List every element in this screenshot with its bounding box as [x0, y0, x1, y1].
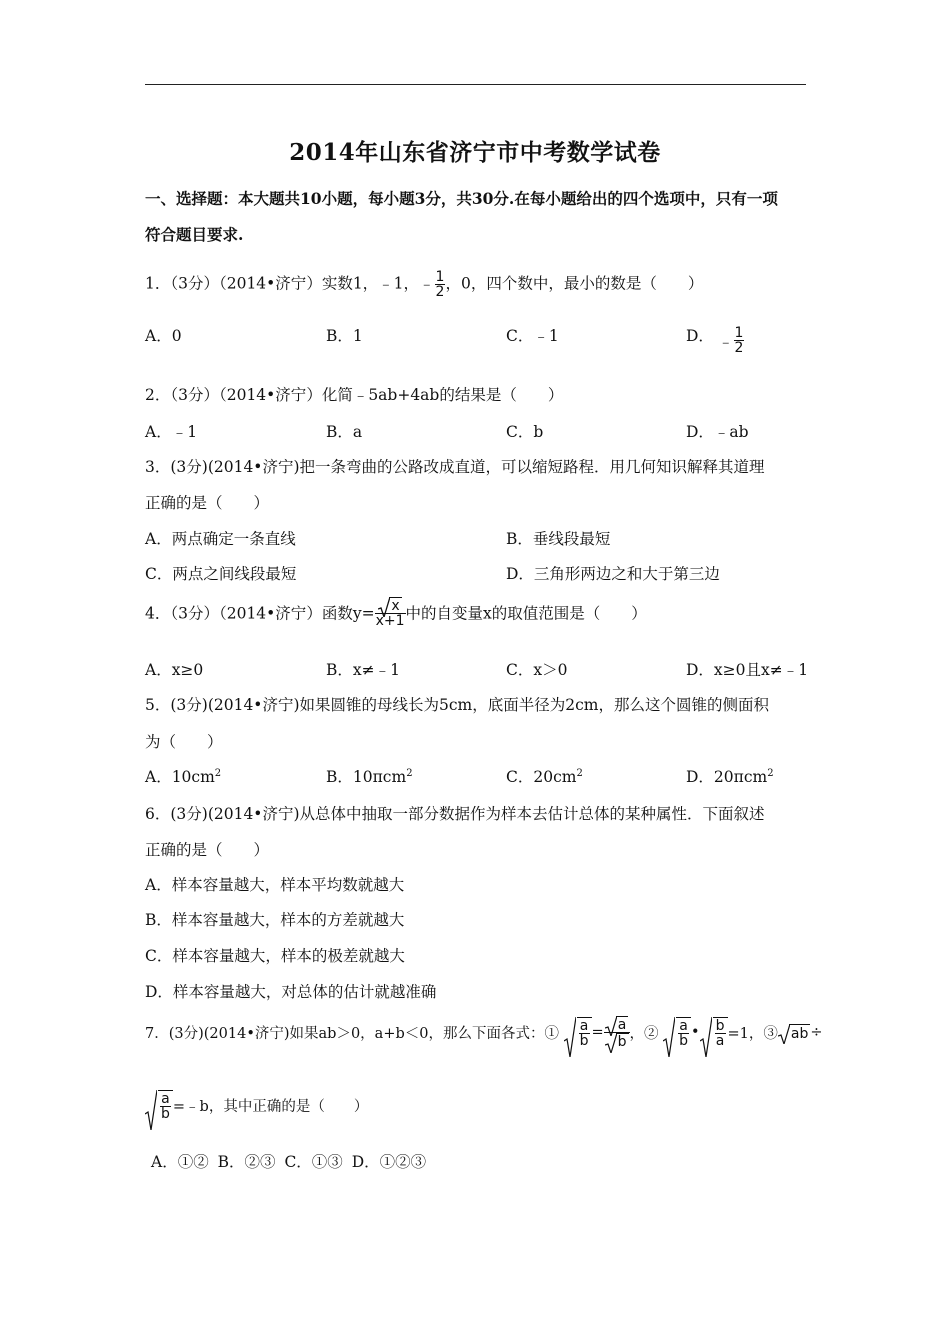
q4-fraction: [375, 597, 406, 628]
radical-icon: [378, 597, 390, 617]
q7-expr1-right: [604, 1016, 630, 1049]
q2-option-a: A．﹣1: [145, 423, 198, 441]
q5-b-text: B．10πcm: [326, 768, 407, 786]
question-3-stem-line-2: 正确的是（ ）: [145, 494, 270, 512]
section-heading: [145, 181, 810, 253]
q1-d-numerator: 1: [734, 325, 744, 341]
header-rule: [145, 84, 806, 85]
radical-icon: [778, 1024, 790, 1044]
q5-c-exponent: 2: [576, 767, 583, 779]
q4-radicand: x: [391, 598, 400, 614]
radical-icon: [700, 1017, 712, 1057]
question-5-stem-line-1: 5．(3分)(2014•济宁)如果圆锥的母线长为5cm，底面半径为2cm，那么这个圆锥的侧面积: [145, 696, 769, 714]
q1-d-denominator: 2: [734, 340, 744, 356]
q7-expr3-frac: [145, 1090, 173, 1121]
question-3-stem-line-1: 3．(3分)(2014•济宁)把一条弯曲的公路改成直道，可以缩短路程．用几何知识解释其道理: [145, 458, 765, 476]
q5-d-text: D．20πcm: [686, 768, 768, 786]
q2-option-c: C．b: [506, 423, 544, 441]
q6-option-a: A．样本容量越大，样本平均数就越大: [145, 876, 405, 894]
q1-option-d: [686, 324, 714, 346]
q7-num-a: a: [617, 1017, 627, 1033]
q7-dot: •: [691, 1024, 700, 1041]
q3-option-d: D．三角形两边之和大于第三边: [506, 565, 720, 583]
q3-option-a: A．两点确定一条直线: [145, 530, 296, 548]
q6-option-c: C．样本容量越大，样本的极差就越大: [145, 947, 405, 965]
radical-icon: [663, 1017, 675, 1057]
q4-stem-part-b: 中的自变量x的取值范围是（ ）: [405, 604, 647, 623]
q5-option-c: [506, 765, 583, 787]
q7-a: a: [579, 1018, 589, 1034]
q4-frac-denominator: x+1: [375, 613, 405, 629]
q1-option-c: C．﹣1: [506, 327, 559, 345]
question-2-stem: 2．（3分）（2014•济宁）化简﹣5ab+4ab的结果是（ ）: [145, 386, 564, 404]
q4-option-c: C．x＞0: [506, 661, 568, 679]
q7-divide: ÷: [810, 1024, 823, 1041]
q7-2-a: a: [679, 1018, 688, 1034]
q3-option-c: C．两点之间线段最短: [145, 565, 297, 583]
question-4-stem: [145, 597, 647, 628]
q7-expr1-left: [564, 1017, 592, 1048]
q1-stem-part-a: 1．（3分）（2014•济宁）实数1，﹣1，﹣: [145, 274, 435, 293]
q7-expr3: [778, 1024, 810, 1042]
q7-eq1: =1，③: [727, 1026, 778, 1042]
question-6-stem-line-1: 6．(3分)(2014•济宁)从总体中抽取一部分数据作为样本去估计总体的某种属性．下面叙述: [145, 805, 765, 823]
q6-option-d: D．样本容量越大，对总体的估计就越准确: [145, 983, 437, 1001]
q1-option-d-value: [718, 326, 744, 355]
q7-3-b: b: [161, 1106, 170, 1122]
q1-option-d-label: D．: [686, 327, 714, 345]
section-heading-line-1: 一、选择题：本大题共10小题，每小题3分，共30分.在每小题给出的四个选项中，只有一项: [145, 189, 778, 208]
q7-3-a: a: [161, 1091, 170, 1107]
q1-option-a: A．0: [145, 327, 182, 345]
q5-a-exponent: 2: [214, 767, 222, 779]
q7-2-b-num: b: [715, 1018, 725, 1034]
q3-option-b: B．垂线段最短: [506, 530, 611, 548]
q7-2-b: b: [679, 1033, 689, 1049]
q1-d-minus: ﹣: [718, 332, 734, 351]
q7-den-b: b: [617, 1034, 627, 1050]
q7-options: A．①② B．②③ C．①③ D．①②③: [151, 1153, 427, 1171]
question-5-stem-line-2: 为（ ）: [145, 733, 223, 751]
q4-frac-numerator: [375, 597, 406, 613]
page-title: 2014年山东省济宁市中考数学试卷: [289, 139, 661, 166]
q5-b-exponent: 2: [406, 767, 413, 779]
q7-2-a-den: a: [715, 1033, 725, 1049]
q7-stem-part-b: =﹣b，其中正确的是（ ）: [172, 1099, 369, 1115]
q2-option-d: D．﹣ab: [686, 423, 749, 441]
question-6-stem-line-2: 正确的是（ ）: [145, 841, 270, 859]
q5-a-text: A．10cm: [145, 768, 215, 786]
q4-stem-part-a: 4．（3分）（2014•济宁）函数y=: [145, 604, 375, 623]
q7-circle-2: ，②: [629, 1026, 659, 1042]
q5-c-text: C．20cm: [506, 768, 577, 786]
radical-icon: [145, 1090, 157, 1130]
section-heading-line-2: 符合题目要求.: [145, 225, 244, 244]
q6-option-b: B．样本容量越大，样本的方差就越大: [145, 911, 405, 929]
q5-option-b: [326, 765, 413, 787]
q7-expr2-a: [663, 1017, 691, 1048]
radical-icon: [605, 1033, 617, 1053]
question-7-stem-line-2: [145, 1090, 368, 1121]
q1-d-fraction: [734, 326, 745, 355]
q1-fraction: [435, 270, 446, 299]
q7-stem-part-a: 7．(3分)(2014•济宁)如果ab＞0，a+b＜0，那么下面各式：①: [145, 1026, 559, 1042]
q5-option-a: [145, 765, 221, 787]
q4-option-d: D．x≥0且x≠﹣1: [686, 661, 809, 679]
q1-option-b: B．1: [326, 327, 363, 345]
radical-icon: [564, 1017, 576, 1057]
q2-option-b: B．a: [326, 423, 363, 441]
question-1-stem: [145, 270, 703, 299]
q4-option-b: B．x≠﹣1: [326, 661, 400, 679]
q7-expr2-b: [700, 1017, 728, 1048]
q1-stem-part-b: ，0，四个数中，最小的数是（ ）: [445, 274, 704, 293]
q1-frac-numerator: 1: [435, 269, 445, 285]
question-7-stem-line-1: [145, 1016, 823, 1049]
q5-d-exponent: 2: [767, 767, 774, 779]
q7-b: b: [579, 1033, 589, 1049]
q7-ab: ab: [790, 1025, 809, 1042]
q4-sqrt: [378, 597, 401, 613]
q1-frac-denominator: 2: [435, 284, 445, 300]
q4-option-a: A．x≥0: [145, 661, 204, 679]
q7-equals: =: [591, 1024, 604, 1041]
q5-option-d: [686, 765, 774, 787]
